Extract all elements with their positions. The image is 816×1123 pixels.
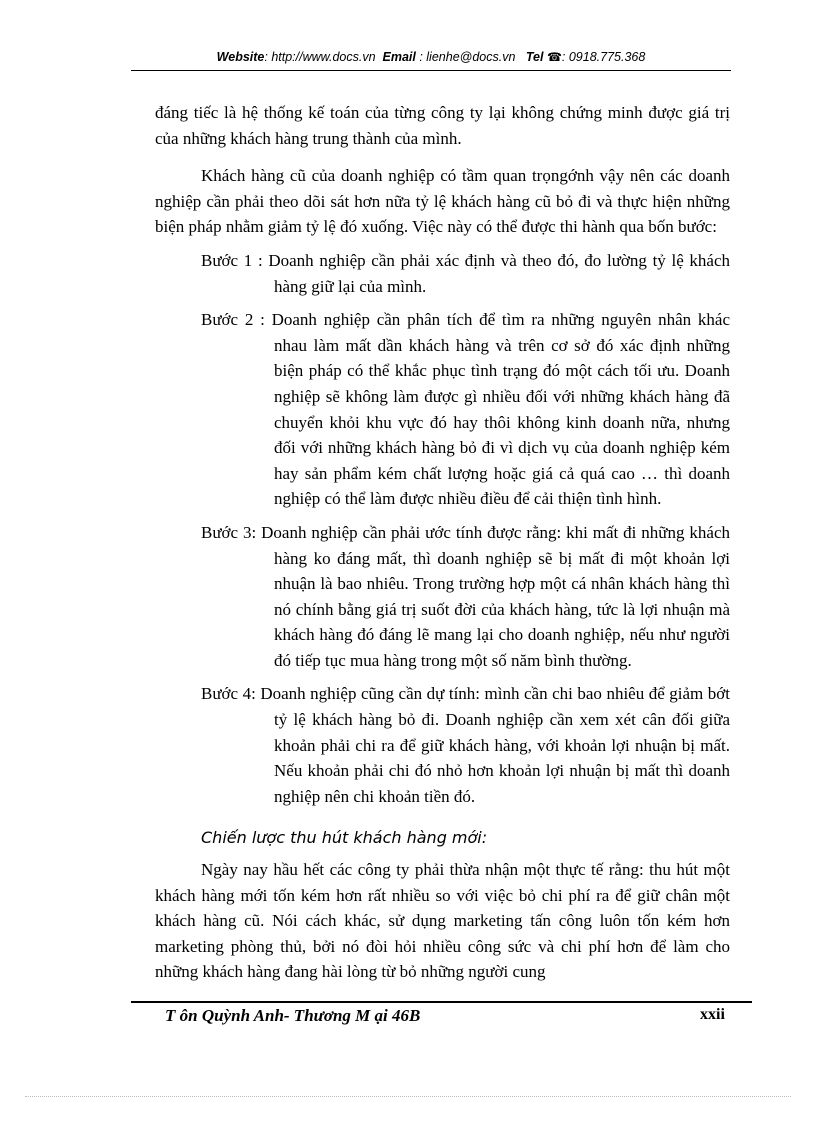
footer-author: T ôn Quỳnh Anh- Thương M ại 46B [165,1006,421,1025]
email-label: Email [382,50,416,64]
header-divider [131,70,731,71]
step-label: Bước 3: [201,522,257,542]
step-text: Doanh nghiệp cần phải xác định và theo đó, đo lường tỷ lệ khách hàng giữ lại của mình. [268,250,731,296]
phone-icon: ☎ [546,50,562,64]
page-body [155,100,730,985]
paragraph-continuation: đáng tiếc là hệ thống kế toán của từng công ty lại không chứng minh được giá trị của những khách hàng trung thành của mình. [155,103,730,148]
step-text: Doanh nghiệp cũng cần dự tính: mình cần chi bao nhiêu để giảm bớt tỷ lệ khách hàng bỏ đi. Doanh nghiệp cần xem xét cân đối giữa khoản phải chi ra để giữ khách hàng, với khoản lợi nhuận bị mất. Nếu khoản phải chi đó nhỏ hơn khoản lợi nhuận bị mất thì doanh nghiệp nên chi khoản tiền đó. [260,684,730,806]
step-label: Bước 4: [201,684,256,704]
step-label: Bước 1 : [201,250,263,270]
section-heading: Chiến lược thu hút khách hàng mới: [201,828,488,848]
step-item [155,681,730,809]
paragraph-intro: Khách hàng cũ của doanh nghiệp có tầm quan trọngớnh vậy nên các doanh nghiệp cần phải theo dõi sát hơn nữa tỷ lệ khách hàng cũ bỏ đi và thực hiện những biện pháp nhằm giảm tỷ lệ đó xuống. Việc này có thể được thi hành qua bốn bước: [155,166,730,237]
website-label: Website [216,50,265,64]
footer-divider [131,1001,752,1003]
step-item [155,248,730,299]
step-label: Bước 2 : [201,310,265,330]
tel-label: Tel [525,50,544,64]
step-item [155,520,730,674]
paragraph-new-customers: Ngày nay hầu hết các công ty phải thừa nhận một thực tế rằng: thu hút một khách hàng mới tốn kém hơn rất nhiều so với việc bỏ chi phí ra để giữ chân một khách hàng cũ. Nói cách khác, sử dụng marketing tấn công luôn tốn kém hơn marketing phòng thủ, bởi nó đòi hỏi nhiều công sức và chi phí hơn để làm cho những khách hàng đang hài lòng từ bỏ những người cung [155,860,730,982]
page-number: xxii [700,1006,725,1023]
page-bottom-border [25,1096,791,1097]
email-value: : lienhe@docs.vn [415,50,516,64]
step-text: Doanh nghiệp cần phải ước tính được rằng: khi mất đi những khách hàng ko đáng mất, thì doanh nghiệp sẽ bị mất đi một khoản lợi nhuận là bao nhiêu. Trong trường hợp một cá nhân khách hàng thì nó chính bằng giá trị suốt đời của khách hàng, tức là lợi nhuận mà khách hàng đó đáng lẽ mang lại cho doanh nghiệp, nếu như người đó tiếp tục mua hàng trong một số năm bình thường. [261,522,730,670]
website-value: : http://www.docs.vn [264,50,376,64]
page-header [131,50,731,64]
step-text: Doanh nghiệp cần phân tích để tìm ra những nguyên nhân khác nhau làm mất dần khách hàng và trên cơ sở đó xác định những biện pháp có thể khắc phục tình trạng đó một cách tối ưu. Doanh nghiệp sẽ không làm được gì nhiều đối với những khách hàng đã chuyển khỏi khu vực đó hay thôi không kinh doanh nữa, nhưng đối với những khách hàng bỏ đi vì dịch vụ của doanh nghiệp kém hay sản phẩm kém chất lượng hoặc giá cả quá cao … thì doanh nghiệp có thể làm được nhiều điều để cải thiện tình hình. [271,310,731,509]
step-item [155,307,730,512]
tel-value: : 0918.775.368 [561,50,646,64]
